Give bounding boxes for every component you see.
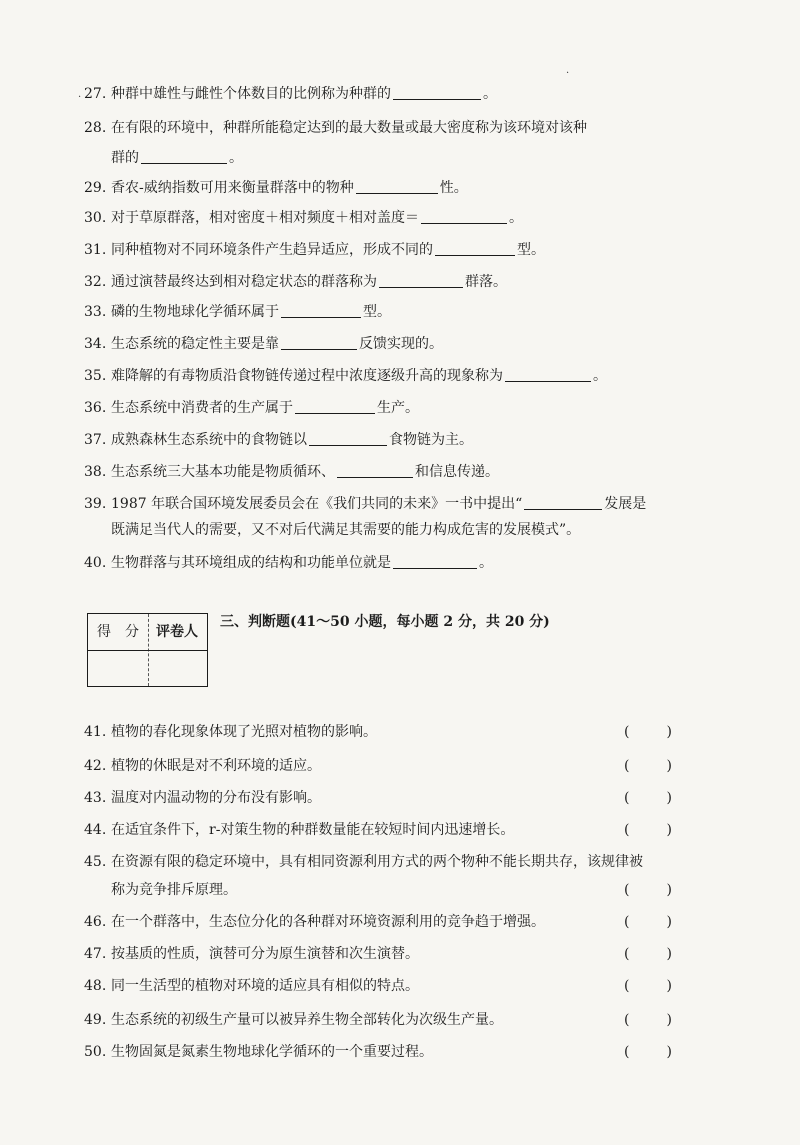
question-text-after: 。 bbox=[593, 368, 607, 384]
question-text: 香农-威纳指数可用来衡量群落中的物种 bbox=[111, 180, 354, 196]
question-text-after: 型。 bbox=[363, 304, 391, 320]
fill-question bbox=[84, 302, 684, 322]
question-text: 按基质的性质，演替可分为原生演替和次生演替。 bbox=[111, 946, 419, 962]
question-text: 温度对内温动物的分布没有影响。 bbox=[111, 790, 321, 806]
question-number: 32. bbox=[84, 274, 107, 290]
question-text: 植物的春化现象体现了光照对植物的影响。 bbox=[111, 724, 377, 740]
fill-question bbox=[84, 398, 684, 418]
open-paren: ( bbox=[624, 914, 630, 930]
open-paren: ( bbox=[624, 882, 630, 898]
question-text: 在适宜条件下，r-对策生物的种群数量能在较短时间内迅速增长。 bbox=[111, 822, 515, 838]
question-number: 35. bbox=[84, 368, 107, 384]
question-text: 生物固氮是氮素生物地球化学循环的一个重要过程。 bbox=[111, 1044, 433, 1060]
question-text: 通过演替最终达到相对稳定状态的群落称为 bbox=[111, 274, 377, 290]
close-paren: ) bbox=[666, 914, 672, 930]
question-number: 29. bbox=[84, 180, 107, 196]
question-text-after: 。 bbox=[509, 210, 523, 226]
question-number: 41. bbox=[84, 724, 107, 740]
question-text: 称为竞争排斥原理。 bbox=[111, 882, 237, 898]
question-text: 生态系统的稳定性主要是靠 bbox=[111, 336, 279, 352]
question-continuation bbox=[111, 148, 243, 168]
question-text-after: 。 bbox=[479, 555, 493, 571]
question-number: 28. bbox=[84, 120, 107, 136]
question-number: 27. bbox=[84, 86, 107, 102]
section-title: 三、判断题(41～50 小题，每小题 2 分，共 20 分) bbox=[220, 614, 550, 630]
question-number: 44. bbox=[84, 822, 107, 838]
open-paren: ( bbox=[624, 724, 630, 740]
question-text: 植物的休眠是对不利环境的适应。 bbox=[111, 758, 321, 774]
close-paren: ) bbox=[666, 790, 672, 806]
answer-blank bbox=[281, 303, 361, 318]
question-text: 对于草原群落，相对密度＋相对频度＋相对盖度＝ bbox=[111, 210, 419, 226]
fill-question bbox=[84, 84, 684, 104]
true-false-question bbox=[84, 820, 684, 840]
close-paren: ) bbox=[666, 1044, 672, 1060]
scan-speck: · bbox=[566, 68, 570, 79]
question-text: 生态系统中消费者的生产属于 bbox=[111, 400, 293, 416]
true-false-question bbox=[84, 912, 684, 932]
scan-speck: · bbox=[78, 92, 82, 103]
question-text-after: 型。 bbox=[517, 242, 545, 258]
score-header: 得 分 bbox=[88, 614, 149, 686]
question-number: 49. bbox=[84, 1012, 107, 1028]
answer-blank bbox=[281, 335, 357, 350]
question-number: 36. bbox=[84, 400, 107, 416]
fill-question bbox=[84, 208, 684, 228]
answer-blank bbox=[524, 495, 602, 510]
question-number: 31. bbox=[84, 242, 107, 258]
answer-parentheses[interactable] bbox=[624, 1010, 672, 1030]
question-number: 30. bbox=[84, 210, 107, 226]
answer-blank bbox=[295, 399, 375, 414]
fill-question bbox=[84, 430, 684, 450]
answer-blank bbox=[337, 463, 413, 478]
close-paren: ) bbox=[666, 758, 672, 774]
question-text: 群的 bbox=[111, 150, 139, 166]
answer-parentheses[interactable] bbox=[624, 912, 672, 932]
answer-blank bbox=[393, 554, 477, 569]
question-text: 成熟森林生态系统中的食物链以 bbox=[111, 432, 307, 448]
question-number: 48. bbox=[84, 978, 107, 994]
question-text-after: 食物链为主。 bbox=[389, 432, 473, 448]
question-text-after: 。 bbox=[229, 150, 243, 166]
question-text: 磷的生物地球化学循环属于 bbox=[111, 304, 279, 320]
answer-blank bbox=[141, 149, 227, 164]
question-text: 在有限的环境中，种群所能稳定达到的最大数量或最大密度称为该环境对该种 bbox=[111, 120, 587, 136]
open-paren: ( bbox=[624, 1044, 630, 1060]
question-text-after: 群落。 bbox=[465, 274, 507, 290]
answer-parentheses[interactable] bbox=[624, 722, 672, 742]
answer-blank bbox=[309, 431, 387, 446]
question-text-after: 和信息传递。 bbox=[415, 464, 499, 480]
answer-parentheses[interactable] bbox=[624, 1042, 672, 1062]
answer-parentheses[interactable] bbox=[624, 880, 672, 900]
answer-blank bbox=[356, 179, 438, 194]
close-paren: ) bbox=[666, 978, 672, 994]
answer-blank bbox=[393, 85, 481, 100]
question-text: 在一个群落中，生态位分化的各种群对环境资源利用的竞争趋于增强。 bbox=[111, 914, 545, 930]
fill-question bbox=[84, 178, 684, 198]
question-text: 同一生活型的植物对环境的适应具有相似的特点。 bbox=[111, 978, 419, 994]
question-number: 50. bbox=[84, 1044, 107, 1060]
question-number: 40. bbox=[84, 555, 107, 571]
question-number: 38. bbox=[84, 464, 107, 480]
fill-question bbox=[84, 366, 684, 386]
fill-question bbox=[84, 553, 684, 573]
open-paren: ( bbox=[624, 758, 630, 774]
open-paren: ( bbox=[624, 790, 630, 806]
answer-parentheses[interactable] bbox=[624, 976, 672, 996]
question-text: 在资源有限的稳定环境中，具有相同资源利用方式的两个物种不能长期共存，该规律被 bbox=[111, 854, 643, 870]
open-paren: ( bbox=[624, 946, 630, 962]
true-false-question bbox=[84, 976, 684, 996]
question-continuation bbox=[111, 880, 237, 900]
question-number: 42. bbox=[84, 758, 107, 774]
question-text: 种群中雄性与雌性个体数目的比例称为种群的 bbox=[111, 86, 391, 102]
close-paren: ) bbox=[666, 1012, 672, 1028]
true-false-question bbox=[84, 852, 684, 872]
question-text-after: 反馈实现的。 bbox=[359, 336, 443, 352]
fill-question bbox=[84, 334, 684, 354]
question-number: 39. bbox=[84, 496, 107, 512]
question-number: 47. bbox=[84, 946, 107, 962]
question-continuation bbox=[111, 520, 580, 540]
question-text-after: 。 bbox=[483, 86, 497, 102]
answer-blank bbox=[421, 209, 507, 224]
question-text-after: 发展是 bbox=[604, 496, 647, 512]
close-paren: ) bbox=[666, 882, 672, 898]
answer-parentheses[interactable] bbox=[624, 756, 672, 776]
fill-question bbox=[84, 462, 684, 482]
question-text: 既满足当代人的需要，又不对后代满足其需要的能力构成危害的发展模式”。 bbox=[111, 522, 581, 538]
question-number: 33. bbox=[84, 304, 107, 320]
close-paren: ) bbox=[666, 724, 672, 740]
table-divider bbox=[88, 650, 207, 651]
open-paren: ( bbox=[624, 1012, 630, 1028]
question-number: 46. bbox=[84, 914, 107, 930]
question-text: 生态系统三大基本功能是物质循环、 bbox=[111, 464, 335, 480]
answer-parentheses[interactable] bbox=[624, 820, 672, 840]
true-false-question bbox=[84, 756, 684, 776]
answer-parentheses[interactable] bbox=[624, 944, 672, 964]
question-text: 难降解的有毒物质沿食物链传递过程中浓度逐级升高的现象称为 bbox=[111, 368, 503, 384]
true-false-question bbox=[84, 722, 684, 742]
grader-header: 评卷人 bbox=[156, 624, 198, 640]
question-text-after: 生产。 bbox=[377, 400, 419, 416]
answer-blank bbox=[379, 273, 463, 288]
answer-blank bbox=[505, 367, 591, 382]
fill-question bbox=[84, 240, 684, 260]
question-number: 43. bbox=[84, 790, 107, 806]
question-text: 生物群落与其环境组成的结构和功能单位就是 bbox=[111, 555, 391, 571]
question-text: 同种植物对不同环境条件产生趋异适应，形成不同的 bbox=[111, 242, 433, 258]
answer-blank bbox=[435, 241, 515, 256]
question-text-after: 性。 bbox=[439, 180, 468, 196]
close-paren: ) bbox=[666, 946, 672, 962]
true-false-question bbox=[84, 1010, 684, 1030]
fill-question bbox=[84, 118, 684, 138]
open-paren: ( bbox=[624, 822, 630, 838]
question-number: 34. bbox=[84, 336, 107, 352]
fill-question bbox=[84, 272, 684, 292]
question-text: 1987 年联合国环境发展委员会在《我们共同的未来》一书中提出“ bbox=[111, 496, 523, 512]
answer-parentheses[interactable] bbox=[624, 788, 672, 808]
question-number: 37. bbox=[84, 432, 107, 448]
fill-question bbox=[84, 494, 684, 514]
true-false-question bbox=[84, 944, 684, 964]
true-false-question bbox=[84, 788, 684, 808]
close-paren: ) bbox=[666, 822, 672, 838]
score-table bbox=[87, 613, 208, 687]
question-text: 生态系统的初级生产量可以被异养生物全部转化为次级生产量。 bbox=[111, 1012, 503, 1028]
question-number: 45. bbox=[84, 854, 107, 870]
true-false-question bbox=[84, 1042, 684, 1062]
open-paren: ( bbox=[624, 978, 630, 994]
